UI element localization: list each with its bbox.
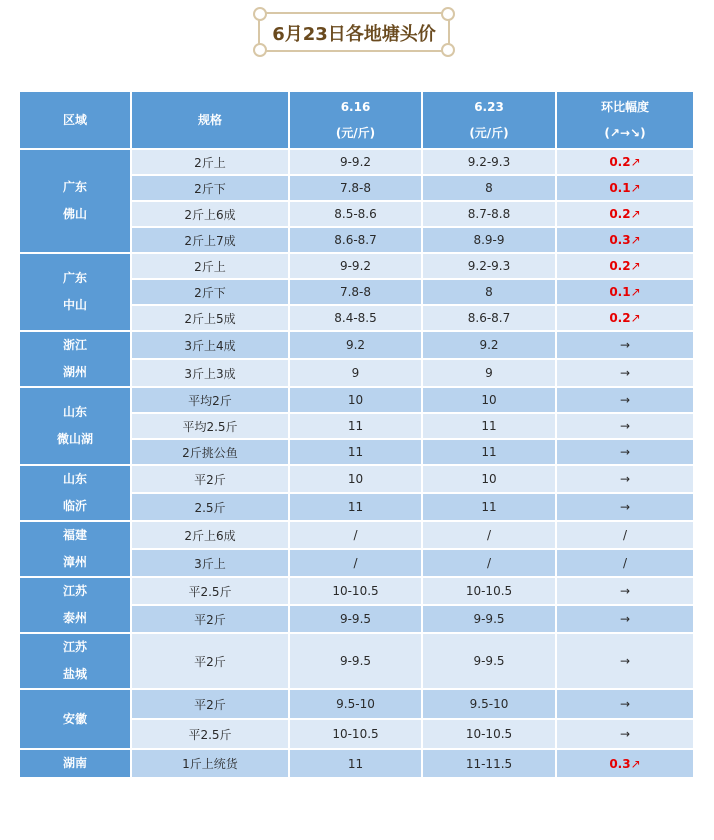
price-0623-cell: 10 [422,465,556,493]
price-0616-cell: 7.8-8 [289,175,422,201]
price-0623-cell: 11 [422,413,556,439]
price-0623-cell: 8 [422,175,556,201]
trend-up-icon: ↗ [630,155,641,169]
header-date2-label: 6.23 [474,100,504,114]
price-0623-cell: 9.2-9.3 [422,253,556,279]
spec-cell: 2斤上6成 [131,521,289,549]
change-value: 0.2 [609,155,631,169]
price-0616-cell: 10 [289,465,422,493]
table-row [19,149,694,175]
trend-flat-icon: → [619,419,631,433]
spec-cell: 平2.5斤 [131,577,289,605]
price-0616-cell: / [289,521,422,549]
table-row [19,465,694,493]
table-row [19,689,694,719]
change-value: 0.2 [609,207,631,221]
price-0623-cell: 9.2-9.3 [422,149,556,175]
region-name-line: 山东 [62,405,87,419]
change-value: 0.1 [609,285,631,299]
region-cell [19,331,131,387]
price-0623-cell: 9-9.5 [422,605,556,633]
change-cell [556,719,694,749]
region-name-line: 盐城 [62,667,87,681]
table-row [19,521,694,549]
change-cell [556,359,694,387]
title-badge [258,12,450,52]
change-cell [556,439,694,465]
price-0623-cell: 10 [422,387,556,413]
trend-up-icon: ↗ [630,259,641,273]
region-cell [19,749,131,778]
price-0616-cell: 9 [289,359,422,387]
price-0616-cell: 10 [289,387,422,413]
header-date2-unit: (元/斤) [469,126,509,140]
header-row [19,91,694,149]
region-name-line: 江苏 [62,584,87,598]
price-0616-cell: 10-10.5 [289,577,422,605]
spec-cell: 3斤上3成 [131,359,289,387]
trend-flat-icon: → [619,654,631,668]
price-0616-cell: 11 [289,413,422,439]
region-cell [19,253,131,331]
price-0616-cell: 9-9.5 [289,633,422,689]
region-cell [19,689,131,749]
header-spec: 规格 [131,91,289,149]
region-name-line: 安徽 [62,711,87,726]
price-0616-cell: 10-10.5 [289,719,422,749]
region-name-line: 广东 [62,271,87,285]
trend-flat-icon: → [619,472,631,486]
change-value: 0.2 [609,259,631,273]
price-0616-cell: 11 [289,493,422,521]
change-cell [556,279,694,305]
table-row [19,331,694,359]
price-0623-cell: 10-10.5 [422,719,556,749]
trend-flat-icon: → [619,445,631,459]
no-data-mark: / [622,556,628,570]
table-row [19,387,694,413]
trend-up-icon: ↗ [630,756,641,771]
trend-flat-icon: → [619,393,631,407]
region-name-line: 湖州 [62,365,87,379]
price-0616-cell: 9-9.2 [289,253,422,279]
change-cell [556,749,694,778]
spec-cell: 2斤下 [131,279,289,305]
trend-up-icon: ↗ [630,285,641,299]
region-name-line: 江苏 [62,640,87,654]
change-cell [556,227,694,253]
change-cell [556,465,694,493]
header-date1-label: 6.16 [340,100,371,114]
spec-cell: 2斤上 [131,253,289,279]
trend-flat-icon: → [619,584,631,598]
price-0616-cell: 9.5-10 [289,689,422,719]
trend-up-icon: ↗ [630,233,641,247]
trend-up-icon: ↗ [630,311,641,325]
trend-flat-icon: → [619,366,631,380]
table-body [19,149,694,778]
region-name-line: 临沂 [62,499,87,513]
price-0616-cell: 11 [289,439,422,465]
spec-cell: 2斤上7成 [131,227,289,253]
change-cell [556,577,694,605]
change-cell [556,175,694,201]
price-0623-cell: 9.5-10 [422,689,556,719]
table-row [19,577,694,605]
price-0623-cell: 8.7-8.8 [422,201,556,227]
price-0616-cell: 8.5-8.6 [289,201,422,227]
change-cell [556,413,694,439]
price-0616-cell: 8.6-8.7 [289,227,422,253]
price-0623-cell: / [422,521,556,549]
table-row [19,633,694,689]
price-0616-cell: 9-9.5 [289,605,422,633]
spec-cell: 2斤挑公鱼 [131,439,289,465]
region-cell [19,633,131,689]
change-cell [556,633,694,689]
region-cell [19,577,131,633]
region-name-line: 广东 [62,180,87,194]
price-0623-cell: 11 [422,493,556,521]
trend-flat-icon: → [619,697,631,711]
price-0616-cell: 9.2 [289,331,422,359]
table-row [19,749,694,778]
header-date1 [289,91,422,149]
price-0623-cell: 10-10.5 [422,577,556,605]
change-cell [556,305,694,331]
region-name-line: 湖南 [62,756,87,770]
header-date2 [422,91,556,149]
spec-cell: 平2斤 [131,605,289,633]
spec-cell: 2斤上5成 [131,305,289,331]
trend-flat-icon: → [619,727,631,741]
region-cell [19,387,131,465]
price-0623-cell: 11 [422,439,556,465]
change-value: 0.1 [609,181,631,195]
price-0623-cell: 8 [422,279,556,305]
change-cell [556,521,694,549]
price-0623-cell: 9.2 [422,331,556,359]
region-name-line: 山东 [62,472,87,486]
spec-cell: 平2斤 [131,465,289,493]
spec-cell: 平2斤 [131,633,289,689]
price-0623-cell: / [422,549,556,577]
price-0623-cell: 8.9-9 [422,227,556,253]
spec-cell: 2斤上 [131,149,289,175]
header-change [556,91,694,149]
price-0616-cell: 7.8-8 [289,279,422,305]
spec-cell: 3斤上 [131,549,289,577]
change-cell [556,253,694,279]
region-cell [19,521,131,577]
change-cell [556,689,694,719]
change-cell [556,493,694,521]
title-frame-corner [441,7,455,21]
change-cell [556,149,694,175]
price-0623-cell: 11-11.5 [422,749,556,778]
change-value: 0.2 [609,311,631,325]
trend-up-icon: ↗ [630,181,641,195]
change-cell [556,387,694,413]
price-table [18,90,695,779]
region-cell [19,149,131,253]
price-0616-cell: 8.4-8.5 [289,305,422,331]
spec-cell: 平均2.5斤 [131,413,289,439]
trend-flat-icon: → [619,338,631,352]
price-0623-cell: 9-9.5 [422,633,556,689]
region-name-line: 浙江 [62,338,87,352]
region-name-line: 泰州 [62,611,87,625]
trend-flat-icon: → [619,500,631,514]
region-name-line: 漳州 [62,555,87,569]
change-value: 0.3 [609,233,631,247]
region-name-line: 佛山 [62,207,87,221]
change-value: 0.3 [609,756,631,771]
price-0616-cell: 9-9.2 [289,149,422,175]
change-cell [556,549,694,577]
spec-cell: 平2.5斤 [131,719,289,749]
price-0616-cell: / [289,549,422,577]
spec-cell: 平2斤 [131,689,289,719]
trend-up-icon: ↗ [630,207,641,221]
change-cell [556,331,694,359]
spec-cell: 1斤上统货 [131,749,289,778]
header-change-label: 环比幅度 [600,100,649,114]
price-0623-cell: 9 [422,359,556,387]
spec-cell: 2斤下 [131,175,289,201]
header-region: 区域 [19,91,131,149]
spec-cell: 2斤上6成 [131,201,289,227]
spec-cell: 2.5斤 [131,493,289,521]
region-name-line: 福建 [62,528,87,542]
header-change-legend: (↗→↘) [604,126,646,140]
change-cell [556,605,694,633]
header-date1-unit: (元/斤) [335,126,376,140]
trend-flat-icon: → [619,612,631,626]
region-name-line: 微山湖 [56,432,93,446]
spec-cell: 3斤上4成 [131,331,289,359]
change-cell [556,201,694,227]
no-data-mark: / [622,528,628,542]
region-cell [19,465,131,521]
region-name-line: 中山 [62,298,87,312]
price-0623-cell: 8.6-8.7 [422,305,556,331]
table-row [19,253,694,279]
price-0616-cell: 11 [289,749,422,778]
spec-cell: 平均2斤 [131,387,289,413]
page-title: 6月23日各地塘头价 [272,24,436,45]
